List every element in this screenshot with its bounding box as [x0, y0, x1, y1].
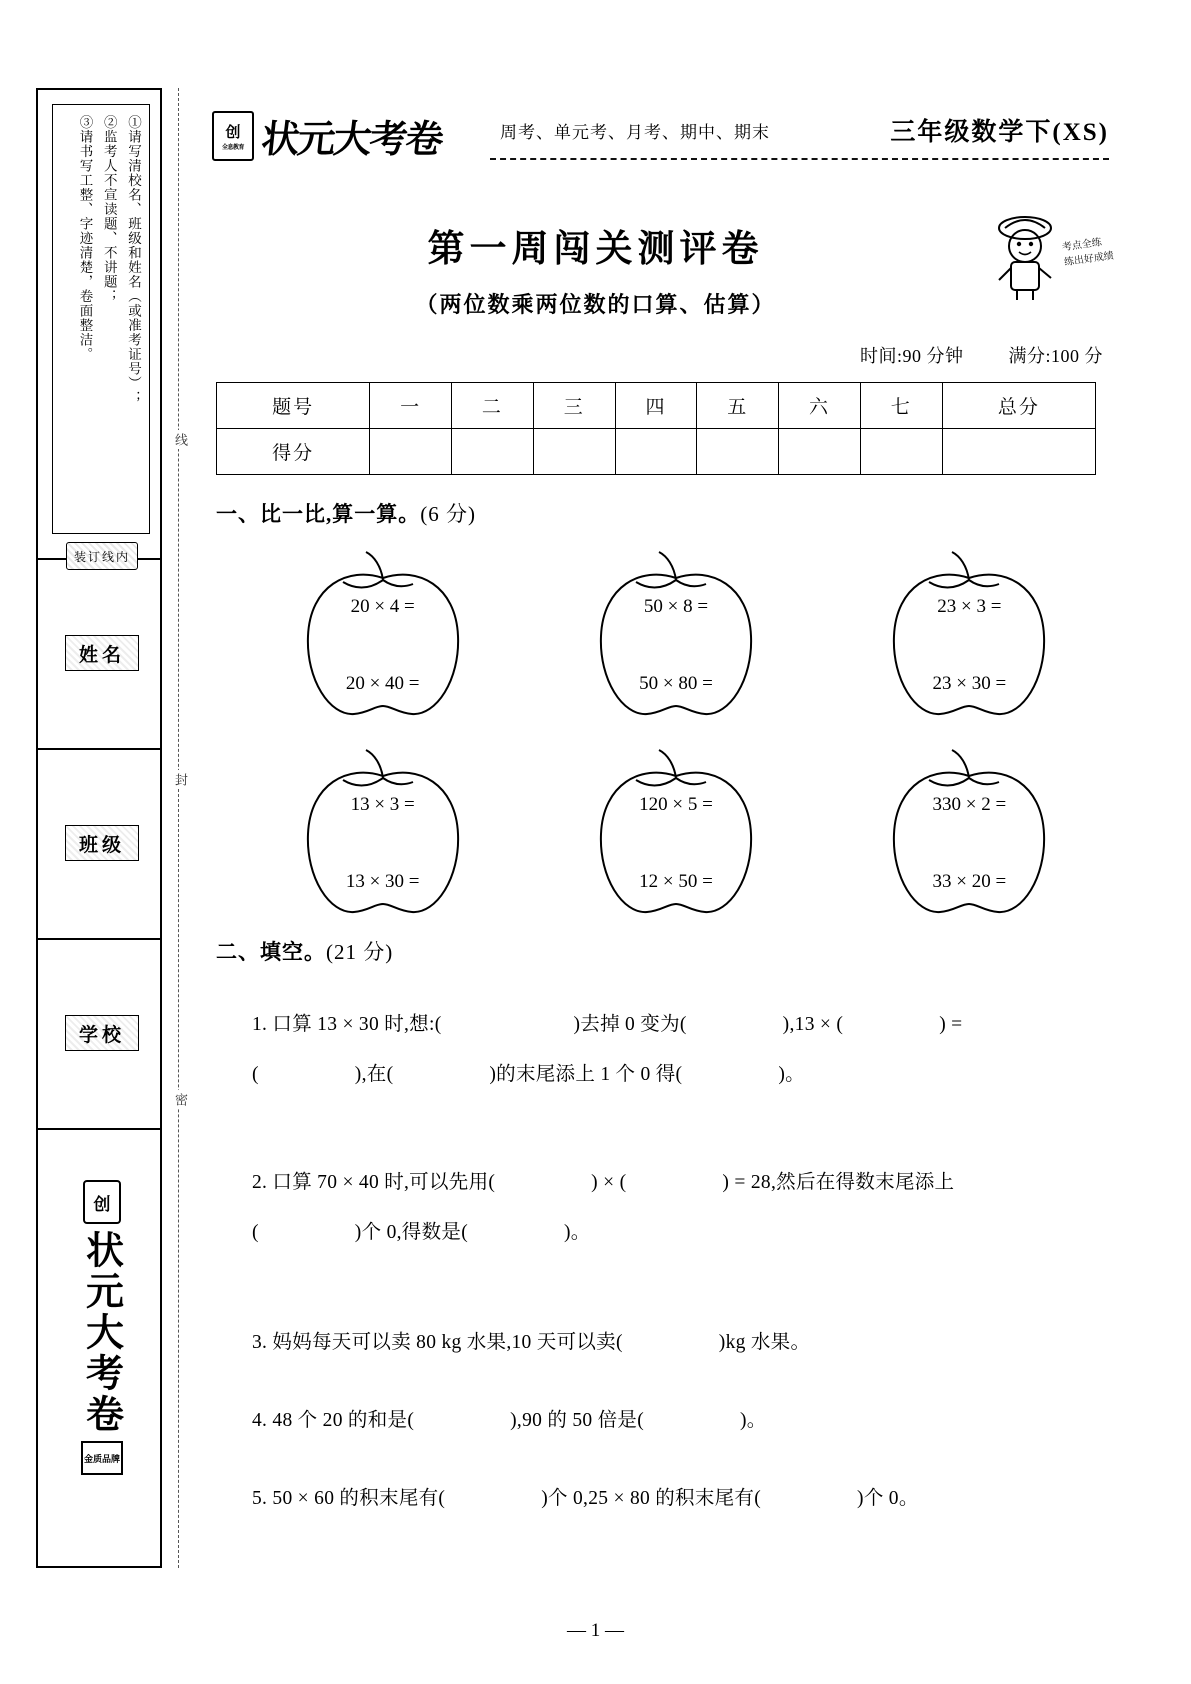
apple-expr-top: 20 × 4 =	[350, 596, 415, 617]
exam-time: 时间:90 分钟	[859, 346, 964, 366]
brand-seal-icon	[212, 111, 254, 161]
apple-icon	[571, 548, 781, 730]
score-col-6: 六	[779, 383, 861, 429]
score-col-4: 四	[615, 383, 697, 429]
apple-item	[278, 548, 488, 730]
q2-part-b: ) × (	[591, 1172, 627, 1193]
vertical-brand-name: 状元大考卷	[79, 1230, 125, 1435]
exam-meta	[820, 342, 1103, 368]
q3-part-a: 3. 妈妈每天可以卖 80 kg 水果,10 天可以卖(	[252, 1332, 623, 1353]
q2-part-d: (	[252, 1221, 259, 1243]
apple-expr-top: 23 × 3 =	[937, 596, 1002, 617]
apple-expr-top: 50 × 8 =	[643, 596, 709, 617]
q2-part-e: )个 0,得数是(	[354, 1221, 468, 1243]
score-col-total: 总分	[942, 383, 1095, 429]
q2-part-c: ) = 28,然后在得数末尾添上	[722, 1172, 955, 1193]
q1-part-b: )去掉 0 变为(	[573, 1014, 687, 1035]
q2-part-a: 2. 口算 70 × 40 时,可以先用(	[252, 1172, 496, 1193]
q1-part-e: (	[252, 1063, 259, 1085]
fold-label-seal: 封	[168, 770, 190, 789]
field-school-label: 学校	[65, 1015, 139, 1051]
q3-part-b: )kg 水果。	[718, 1332, 811, 1353]
notice-line-2: ②监考人不宣读题、不讲题；	[101, 115, 117, 304]
apple-icon	[864, 548, 1074, 730]
score-cell-2[interactable]	[452, 429, 534, 475]
notice-line-1: ①请写清校名、班级和姓名（或准考证号）；	[126, 115, 141, 405]
apple-item	[864, 746, 1074, 928]
seal-stamp: 装订线内	[66, 542, 138, 570]
q4-part-a: 4. 48 个 20 的和是(	[252, 1410, 415, 1431]
apple-expr-bottom: 23 × 30 =	[932, 673, 1007, 694]
score-cell-6[interactable]	[779, 429, 861, 475]
fill-question-2	[252, 1158, 1112, 1257]
apple-icon	[278, 746, 488, 928]
q1-part-g: )的末尾添上 1 个 0 得(	[489, 1063, 683, 1085]
brand-subtitle: 周考、单元考、月考、期中、期末	[500, 123, 770, 142]
fill-question-1	[252, 1000, 1112, 1099]
score-cell-4[interactable]	[615, 429, 697, 475]
q5-part-c: )个 0。	[857, 1488, 919, 1509]
q1-part-c: ),13 × (	[782, 1014, 844, 1035]
section-2-title: 二、填空。	[216, 940, 326, 964]
q5-part-b: )个 0,25 × 80 的积末尾有(	[541, 1488, 762, 1509]
brand-badge-icon: 金质品牌	[81, 1441, 123, 1475]
field-class-label: 班级	[65, 825, 139, 861]
brand-logo	[212, 108, 445, 163]
apple-item	[864, 548, 1074, 730]
header-divider	[490, 158, 1109, 160]
apple-expr-bottom: 20 × 40 =	[345, 673, 420, 694]
apple-item	[571, 746, 781, 928]
apple-icon	[278, 548, 488, 730]
score-col-7: 七	[860, 383, 942, 429]
apple-expr-bottom: 13 × 30 =	[345, 871, 420, 892]
page-subtitle: （两位数乘两位数的口算、估算）	[415, 292, 776, 317]
apple-icon	[571, 746, 781, 928]
apple-expr-top: 120 × 5 =	[639, 794, 713, 815]
score-table	[216, 382, 1096, 475]
brand-mark-icon: 创	[83, 1180, 121, 1224]
apple-expr-bottom: 33 × 20 =	[932, 871, 1007, 892]
q1-part-f: ),在(	[354, 1063, 394, 1085]
brand-mark-char: 创	[225, 124, 241, 141]
q1-part-a: 1. 口算 13 × 30 时,想:(	[252, 1014, 442, 1035]
q5-part-a: 5. 50 × 60 的积末尾有(	[252, 1488, 446, 1509]
score-cell-1[interactable]	[370, 429, 452, 475]
exam-full-score: 满分:100 分	[1008, 346, 1103, 366]
score-col-2: 二	[452, 383, 534, 429]
q4-part-c: )。	[740, 1410, 767, 1431]
q1-part-d: ) =	[939, 1014, 963, 1035]
score-cell-5[interactable]	[697, 429, 779, 475]
section-2-heading	[216, 936, 393, 966]
apple-icon	[864, 746, 1074, 928]
field-name-label: 姓名	[65, 635, 139, 671]
q2-part-f: )。	[563, 1221, 591, 1243]
section-1-points: (6 分)	[420, 502, 476, 526]
notice-line-3: ③请书写工整、字迹清楚，卷面整洁。	[77, 115, 93, 362]
score-col-1: 一	[370, 383, 452, 429]
fold-label-secret: 密	[168, 1090, 190, 1109]
fill-question-5	[252, 1474, 1112, 1524]
grade-subject-label: 三年级数学下(XS)	[890, 119, 1109, 146]
fill-question-3	[252, 1318, 1112, 1368]
q1-part-h: )。	[778, 1063, 805, 1085]
table-row-header	[217, 383, 1096, 429]
page-number: — 1 —	[567, 1620, 624, 1641]
fold-label-line: 线	[168, 430, 190, 449]
section-1-title: 一、比一比,算一算。	[216, 502, 421, 526]
section-2-points: (21 分)	[326, 940, 394, 964]
vertical-brand-logo	[58, 1180, 146, 1500]
apple-expr-top: 13 × 3 =	[350, 794, 415, 815]
score-col-3: 三	[533, 383, 615, 429]
score-row-label-1: 题号	[217, 383, 370, 429]
apple-problem-grid	[236, 548, 1116, 928]
apple-expr-bottom: 12 × 50 =	[639, 871, 713, 892]
exam-notice-box	[52, 104, 150, 534]
table-row-score	[217, 429, 1096, 475]
score-cell-total[interactable]	[942, 429, 1095, 475]
apple-expr-top: 330 × 2 =	[932, 794, 1007, 815]
apple-item	[278, 746, 488, 928]
apple-item	[571, 548, 781, 730]
mascot-slogan-line-1: 考点全练	[1061, 237, 1103, 254]
page-title: 第一周闯关测评卷	[427, 226, 764, 270]
score-col-5: 五	[697, 383, 779, 429]
score-cell-7[interactable]	[860, 429, 942, 475]
q4-part-b: ),90 的 50 倍是(	[510, 1410, 645, 1431]
brand-name: 状元大考卷	[259, 116, 445, 161]
brand-mark-sub: 全息教育	[221, 144, 244, 151]
section-1-heading	[216, 498, 476, 528]
mascot-slogan-line-2: 练出好成绩	[1063, 250, 1115, 268]
fill-question-4	[252, 1396, 1112, 1446]
apple-expr-bottom: 50 × 80 =	[639, 673, 713, 694]
score-cell-3[interactable]	[533, 429, 615, 475]
score-row-label-2: 得分	[217, 429, 370, 475]
